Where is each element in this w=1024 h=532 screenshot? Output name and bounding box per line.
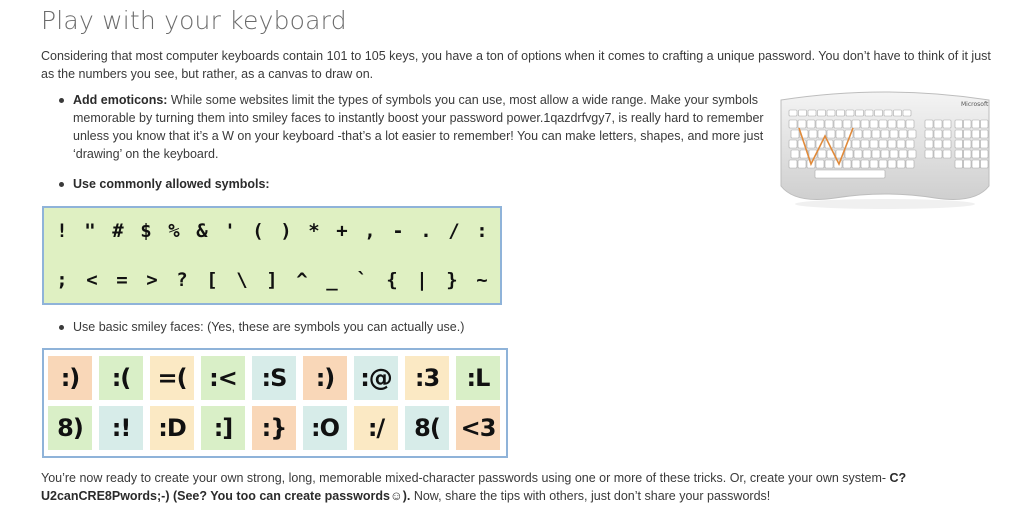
- symbol-char: ': [224, 220, 236, 242]
- keyboard-key: [890, 130, 898, 138]
- tip-emoticons-label: Add emoticons:: [73, 93, 168, 107]
- symbol-char: ": [84, 220, 96, 242]
- symbol-char: `: [356, 269, 368, 291]
- smiley-tile: :S: [252, 356, 296, 400]
- keyboard-key: [925, 120, 933, 128]
- keyboard-key: [798, 160, 806, 168]
- keyboard-key: [845, 150, 853, 158]
- keyboard-key: [925, 130, 933, 138]
- keyboard-key: [809, 130, 817, 138]
- symbol-char: ;: [56, 269, 68, 291]
- smiley-tile: :}: [252, 406, 296, 450]
- smiley-tile: 8): [48, 406, 92, 450]
- keyboard-key: [827, 110, 835, 116]
- smiley-tile: :3: [405, 356, 449, 400]
- smiley-tile: 8(: [405, 406, 449, 450]
- symbol-char: >: [146, 269, 158, 291]
- symbol-char: %: [168, 220, 180, 242]
- keyboard-key: [875, 110, 883, 116]
- keyboard-key: [897, 120, 905, 128]
- smiley-tile: =(: [150, 356, 194, 400]
- keyboard-key: [972, 140, 980, 148]
- keyboard-key: [789, 120, 797, 128]
- keyboard-key: [943, 120, 951, 128]
- symbol-char: #: [112, 220, 124, 242]
- symbol-char: ): [280, 220, 292, 242]
- keyboard-image: [775, 86, 995, 214]
- keyboard-key: [879, 120, 887, 128]
- keyboard-key: [799, 110, 807, 116]
- smiley-tile: :!: [99, 406, 143, 450]
- keyboard-key: [925, 140, 933, 148]
- keyboard-key: [890, 150, 898, 158]
- keyboard-key: [818, 110, 826, 116]
- keyboard-key: [789, 160, 797, 168]
- keyboard-key: [903, 110, 911, 116]
- keyboard-key: [791, 130, 799, 138]
- page-title: Play with your keyboard: [41, 6, 347, 35]
- keyboard-key: [972, 150, 980, 158]
- keyboard-key: [888, 160, 896, 168]
- keyboard-key: [906, 140, 914, 148]
- symbol-char: $: [140, 220, 152, 242]
- keyboard-key: [816, 120, 824, 128]
- symbol-char: /: [448, 220, 460, 242]
- keyboard-key: [881, 150, 889, 158]
- keyboard-key: [852, 140, 860, 148]
- keyboard-key: [816, 160, 824, 168]
- smiley-tile: <3: [456, 406, 500, 450]
- keyboard-key: [837, 110, 845, 116]
- keyboard-key: [825, 160, 833, 168]
- keyboard-key: [934, 130, 942, 138]
- keyboard-key: [964, 160, 972, 168]
- tip-emoticons: [73, 91, 773, 163]
- keyboard-key: [789, 110, 797, 116]
- symbol-char: &: [196, 220, 208, 242]
- keyboard-key: [908, 130, 916, 138]
- symbol-char: \: [236, 269, 248, 291]
- keyboard-key: [807, 140, 815, 148]
- tip-symbols-label: Use commonly allowed symbols:: [73, 177, 270, 191]
- closing-text-2: Now, share the tips with others, just don’t share your passwords!: [410, 489, 771, 503]
- keyboard-key: [964, 140, 972, 148]
- keyboard-key: [981, 130, 989, 138]
- keyboard-key: [934, 140, 942, 148]
- keyboard-key: [955, 150, 963, 158]
- keyboard-key: [925, 150, 933, 158]
- keyboard-key: [843, 120, 851, 128]
- keyboard-key: [943, 150, 951, 158]
- keyboard-key: [865, 110, 873, 116]
- smiley-tile: :<: [201, 356, 245, 400]
- keyboard-key: [934, 120, 942, 128]
- keyboard-key: [861, 160, 869, 168]
- smiley-tile: :): [303, 356, 347, 400]
- symbol-char: !: [56, 220, 68, 242]
- symbol-char: _: [326, 269, 338, 291]
- keyboard-key: [908, 150, 916, 158]
- keyboard-key: [899, 150, 907, 158]
- keyboard-key: [964, 130, 972, 138]
- keyboard-key: [943, 140, 951, 148]
- keyboard-key: [815, 170, 885, 178]
- closing-text-1: You’re now ready to create your own strong, long, memorable mixed-character passwords using one or more of these tricks. Or, create your own system-: [41, 471, 890, 485]
- keyboard-key: [856, 110, 864, 116]
- smiley-tile: :/: [354, 406, 398, 450]
- keyboard-key: [791, 150, 799, 158]
- keyboard-key: [836, 130, 844, 138]
- symbol-char: {: [386, 269, 398, 291]
- keyboard-key: [854, 150, 862, 158]
- symbol-char: ]: [266, 269, 278, 291]
- smiley-tile: :]: [201, 406, 245, 450]
- tip-symbols: [73, 175, 270, 193]
- keyboard-key: [872, 130, 880, 138]
- keyboard-key: [789, 140, 797, 148]
- symbol-char: ,: [364, 220, 376, 242]
- keyboard-key: [897, 160, 905, 168]
- symbol-char: |: [416, 269, 428, 291]
- closing-example-password: C? U2canCRE8Pwords;-) (See? You too can create passwords☺).: [41, 471, 907, 503]
- keyboard-key: [888, 120, 896, 128]
- keyboard-key: [899, 130, 907, 138]
- keyboard-key: [972, 130, 980, 138]
- keyboard-key: [879, 160, 887, 168]
- keyboard-key: [884, 110, 892, 116]
- keyboard-key: [807, 120, 815, 128]
- smileys-grid: [42, 348, 508, 458]
- symbol-char: ~: [476, 269, 488, 291]
- keyboard-key: [955, 130, 963, 138]
- keyboard-key: [808, 110, 816, 116]
- keyboard-key: [955, 140, 963, 148]
- keyboard-key: [879, 140, 887, 148]
- smiley-tile: :O: [303, 406, 347, 450]
- keyboard-key: [827, 130, 835, 138]
- keyboard-key: [861, 140, 869, 148]
- keyboard-key: [897, 140, 905, 148]
- symbol-char: .: [420, 220, 432, 242]
- symbols-row: [44, 269, 500, 291]
- symbol-char: (: [252, 220, 264, 242]
- keyboard-key: [834, 140, 842, 148]
- symbol-char: ?: [176, 269, 188, 291]
- keyboard-key: [906, 120, 914, 128]
- bullet-dot: [59, 182, 64, 187]
- keyboard-key: [863, 150, 871, 158]
- smiley-tile: :): [48, 356, 92, 400]
- keyboard-key: [870, 120, 878, 128]
- keyboard-key: [981, 140, 989, 148]
- keyboard-key: [846, 110, 854, 116]
- keyboard-key: [955, 120, 963, 128]
- symbol-char: :: [476, 220, 488, 242]
- keyboard-key: [861, 120, 869, 128]
- keyboard-key: [854, 130, 862, 138]
- tip-smileys: Use basic smiley faces: (Yes, these are symbols you can actually use.): [73, 320, 465, 334]
- keyboard-key: [888, 140, 896, 148]
- keyboard-key: [843, 160, 851, 168]
- smiley-tile: :@: [354, 356, 398, 400]
- keyboard-key: [834, 120, 842, 128]
- keyboard-key: [852, 160, 860, 168]
- keyboard-key: [818, 150, 826, 158]
- keyboard-key: [981, 160, 989, 168]
- symbol-char: =: [116, 269, 128, 291]
- keyboard-key: [872, 150, 880, 158]
- smiley-tile: :D: [150, 406, 194, 450]
- keyboard-key: [852, 120, 860, 128]
- symbols-table: [42, 206, 502, 305]
- keyboard-key: [943, 130, 951, 138]
- keyboard-key: [972, 120, 980, 128]
- closing-paragraph: [41, 469, 981, 505]
- keyboard-key: [870, 160, 878, 168]
- symbol-char: +: [336, 220, 348, 242]
- keyboard-key: [870, 140, 878, 148]
- symbol-char: <: [86, 269, 98, 291]
- symbol-char: ^: [296, 269, 308, 291]
- keyboard-key: [972, 160, 980, 168]
- keyboard-key: [906, 160, 914, 168]
- keyboard-key: [981, 150, 989, 158]
- symbol-char: -: [392, 220, 404, 242]
- keyboard-key: [825, 120, 833, 128]
- smiley-tile: :(: [99, 356, 143, 400]
- keyboard-key: [981, 120, 989, 128]
- symbols-row: [44, 220, 500, 242]
- keyboard-key: [881, 130, 889, 138]
- symbol-char: [: [206, 269, 218, 291]
- keyboard-key: [964, 120, 972, 128]
- keyboard-key: [798, 120, 806, 128]
- keyboard-brand: Microsoft: [961, 101, 989, 108]
- symbol-char: }: [446, 269, 458, 291]
- keyboard-key: [863, 130, 871, 138]
- keyboard-key: [955, 160, 963, 168]
- intro-paragraph: Considering that most computer keyboards contain 101 to 105 keys, you have a ton of options when it comes to crafting a unique password. You don’t have to think of it just as the numbers you see, but rather, as a canvas to draw on.: [41, 49, 991, 81]
- bullet-dot: [59, 325, 64, 330]
- keyboard-key: [894, 110, 902, 116]
- bullet-dot: [59, 98, 64, 103]
- smiley-tile: :L: [456, 356, 500, 400]
- keyboard-key: [934, 150, 942, 158]
- tip-emoticons-text: While some websites limit the types of symbols you can use, most allow a wide range. Make your symbols memorable by turning them into smiley faces to instantly boost your password power.1qazdrfvgy7, is really hard to remember unless you know that it’s a W on your keyboard -that’s a lot easier to remember! You can make letters, shapes, and more just ‘drawing’ on the keyboard.: [73, 93, 764, 161]
- keyboard-key: [964, 150, 972, 158]
- symbol-char: *: [308, 220, 320, 242]
